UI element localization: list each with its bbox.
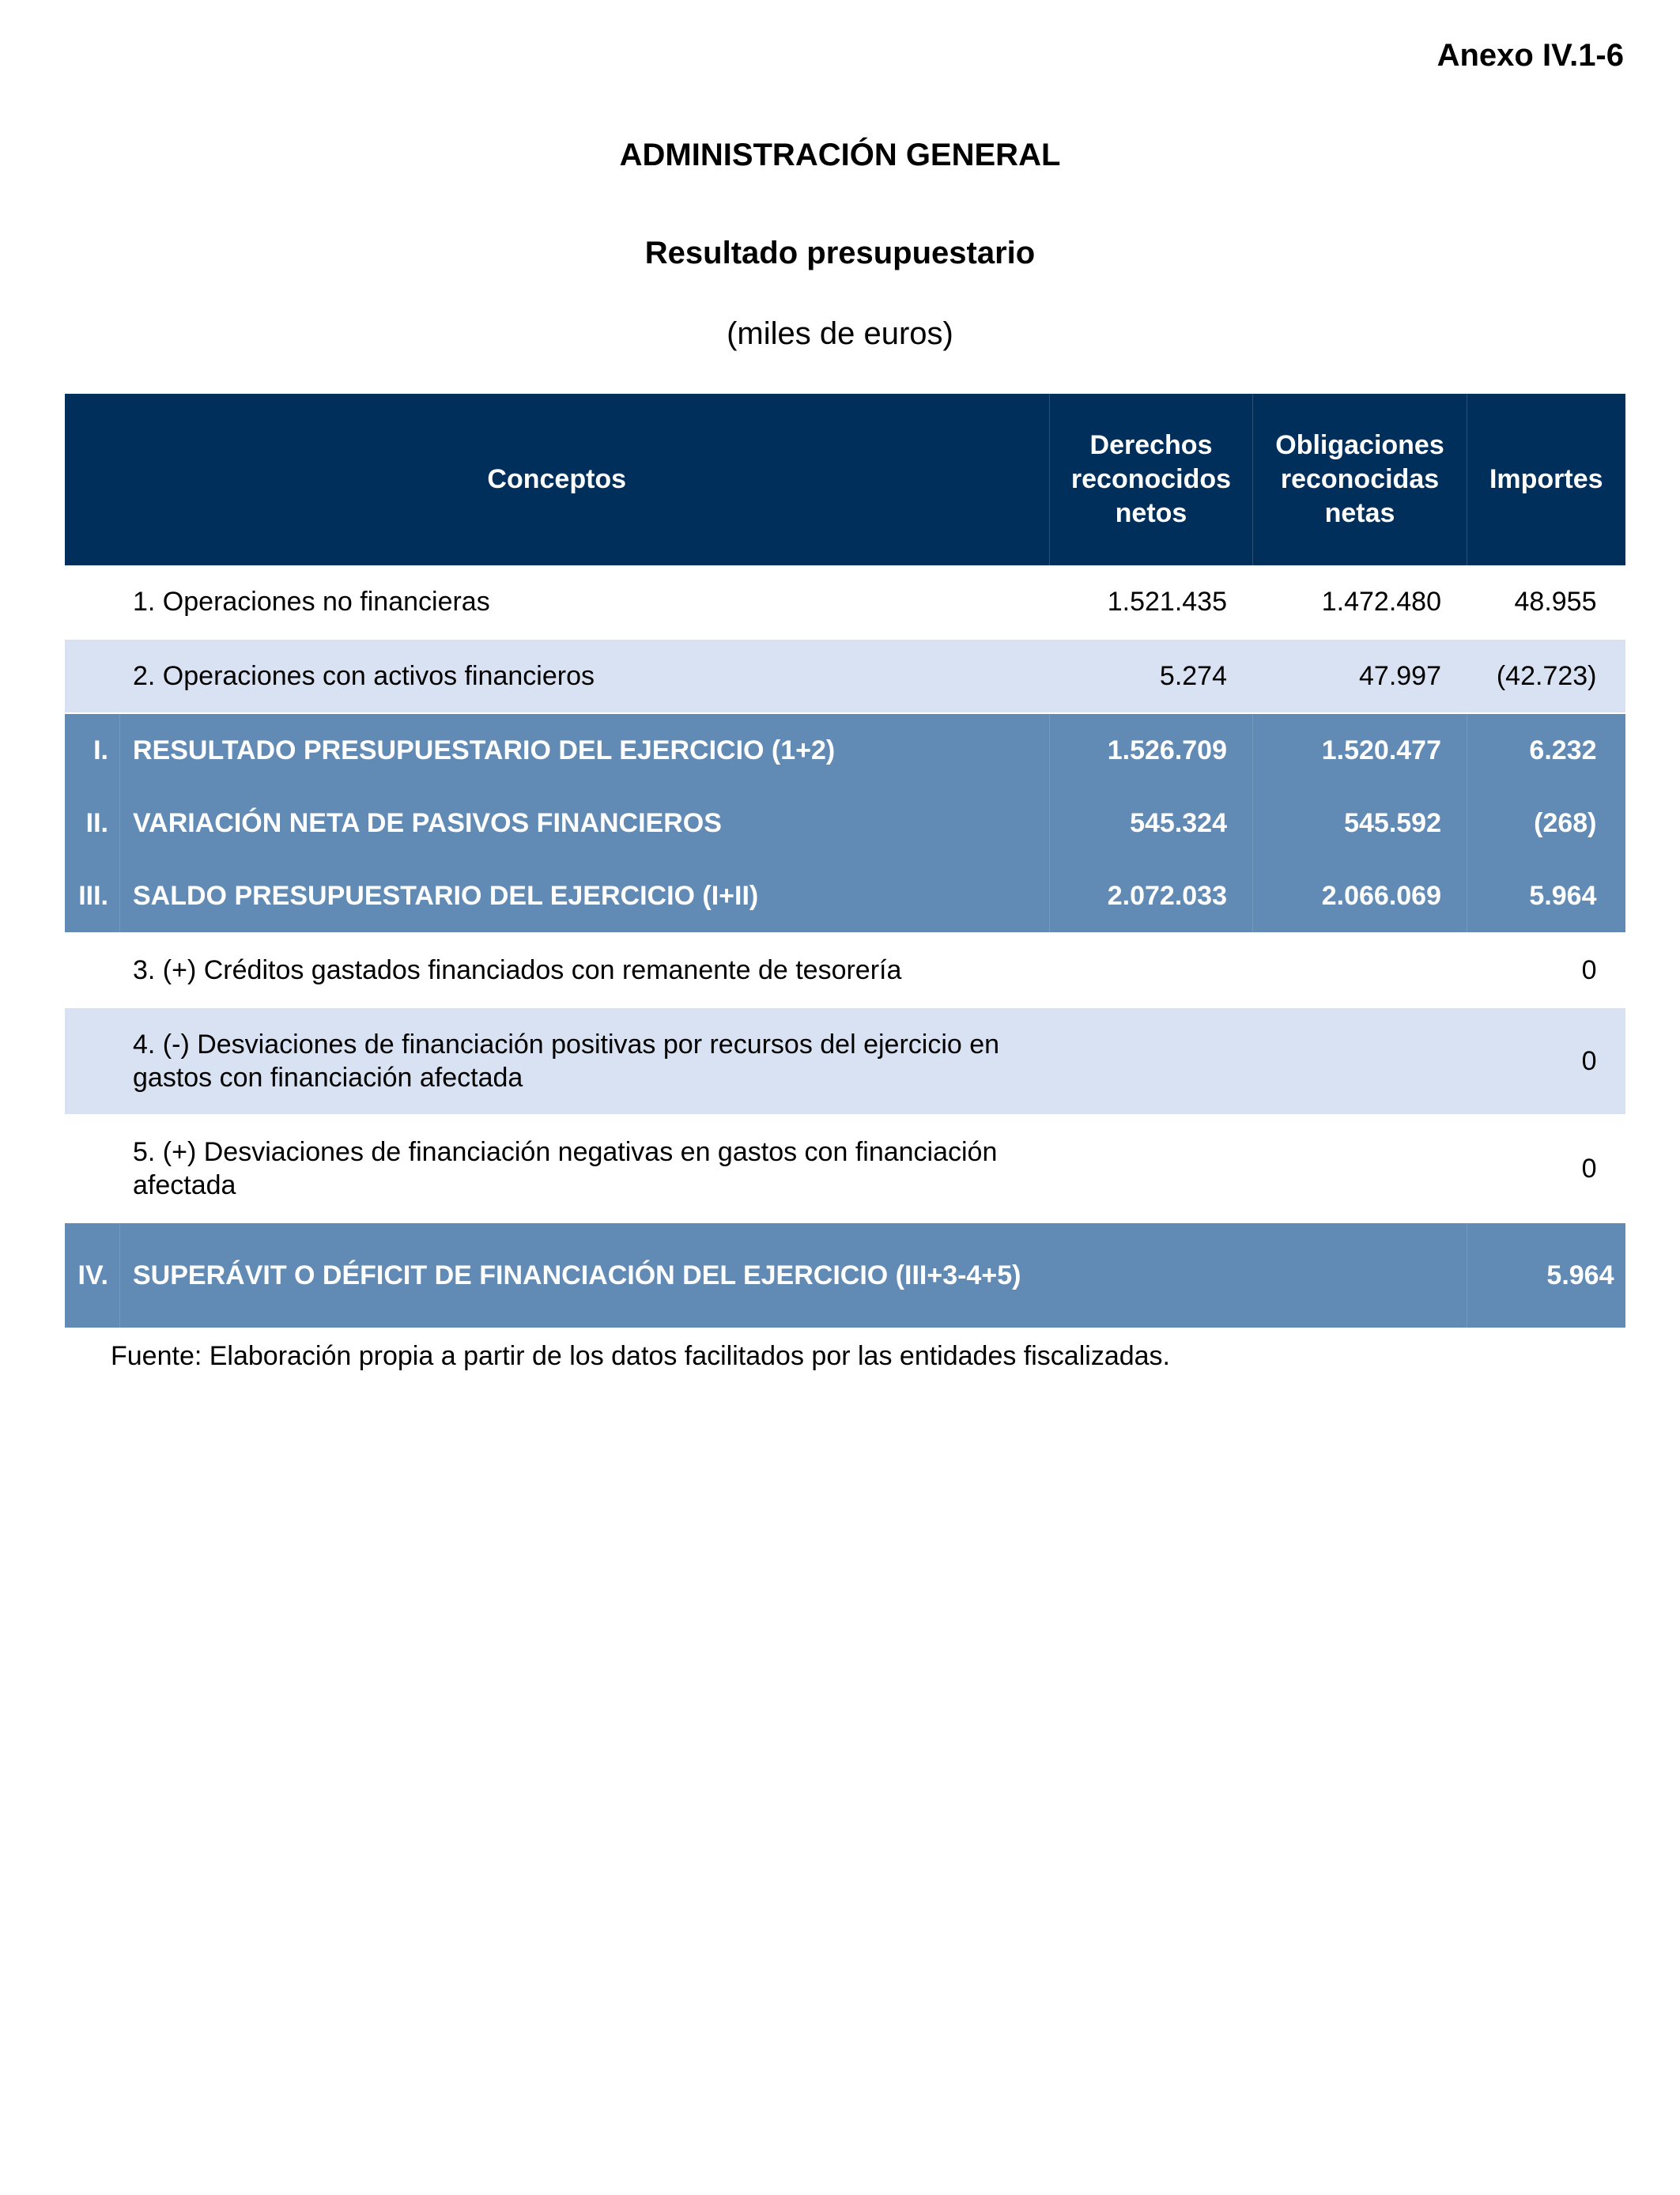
annex-label: Anexo IV.1-6 bbox=[1436, 38, 1624, 73]
row-importes: 48.955 bbox=[1467, 565, 1625, 639]
row-derechos bbox=[1050, 1115, 1253, 1222]
row-number bbox=[65, 933, 120, 1007]
total-row bbox=[65, 787, 1625, 859]
row-concept: SUPERÁVIT O DÉFICIT DE FINANCIACIÓN DEL EJERCICIO (III+3-4+5) bbox=[120, 1222, 1467, 1328]
table-header-row bbox=[65, 394, 1625, 565]
table-row bbox=[65, 1007, 1625, 1115]
row-number: II. bbox=[65, 787, 120, 859]
header-importes: Importes bbox=[1467, 394, 1625, 565]
row-importes: 0 bbox=[1467, 933, 1625, 1007]
row-obligaciones: 47.997 bbox=[1253, 639, 1467, 713]
table-row bbox=[65, 639, 1625, 713]
row-obligaciones bbox=[1253, 933, 1467, 1007]
total-row bbox=[65, 859, 1625, 933]
row-obligaciones: 1.520.477 bbox=[1253, 713, 1467, 787]
row-number bbox=[65, 1115, 120, 1222]
row-number bbox=[65, 565, 120, 639]
row-concept: SALDO PRESUPUESTARIO DEL EJERCICIO (I+II) bbox=[120, 859, 1050, 933]
header-derechos: Derechos reconocidos netos bbox=[1050, 394, 1253, 565]
row-number bbox=[65, 639, 120, 713]
row-importes: 0 bbox=[1467, 1115, 1625, 1222]
row-number: I. bbox=[65, 713, 120, 787]
row-derechos: 5.274 bbox=[1050, 639, 1253, 713]
row-concept: 1. Operaciones no financieras bbox=[120, 565, 1050, 639]
row-importes: 6.232 bbox=[1467, 713, 1625, 787]
table-row bbox=[65, 933, 1625, 1007]
row-concept: RESULTADO PRESUPUESTARIO DEL EJERCICIO (1+2) bbox=[120, 713, 1050, 787]
row-importes: (42.723) bbox=[1467, 639, 1625, 713]
row-derechos: 2.072.033 bbox=[1050, 859, 1253, 933]
row-number: III. bbox=[65, 859, 120, 933]
header-obligaciones: Obligaciones reconocidas netas bbox=[1253, 394, 1467, 565]
header-concepts: Conceptos bbox=[65, 394, 1050, 565]
row-derechos: 1.526.709 bbox=[1050, 713, 1253, 787]
table-row bbox=[65, 1115, 1625, 1222]
row-concept: 3. (+) Créditos gastados financiados con remanente de tesorería bbox=[120, 933, 1050, 1007]
row-derechos: 1.521.435 bbox=[1050, 565, 1253, 639]
table-title: Resultado presupuestario bbox=[644, 236, 1036, 270]
row-derechos: 545.324 bbox=[1050, 787, 1253, 859]
total-row bbox=[65, 713, 1625, 787]
source-footnote: Fuente: Elaboración propia a partir de los datos facilitados por las entidades fiscalizadas. bbox=[111, 1341, 1170, 1371]
row-derechos bbox=[1050, 933, 1253, 1007]
row-concept: VARIACIÓN NETA DE PASIVOS FINANCIEROS bbox=[120, 787, 1050, 859]
budget-result-table bbox=[64, 394, 1625, 1328]
row-importes: 0 bbox=[1467, 1007, 1625, 1115]
row-number bbox=[65, 1007, 120, 1115]
row-obligaciones bbox=[1253, 1115, 1467, 1222]
row-importes: (268) bbox=[1467, 787, 1625, 859]
row-derechos bbox=[1050, 1007, 1253, 1115]
row-obligaciones: 1.472.480 bbox=[1253, 565, 1467, 639]
document-title: ADMINISTRACIÓN GENERAL bbox=[619, 138, 1061, 172]
row-obligaciones: 2.066.069 bbox=[1253, 859, 1467, 933]
row-obligaciones: 545.592 bbox=[1253, 787, 1467, 859]
row-concept: 2. Operaciones con activos financieros bbox=[120, 639, 1050, 713]
table-row bbox=[65, 565, 1625, 639]
final-total-row bbox=[65, 1222, 1625, 1328]
row-concept: 5. (+) Desviaciones de financiación negativas en gastos con financiación afectada bbox=[120, 1115, 1050, 1222]
row-importes: 5.964 bbox=[1467, 1222, 1625, 1328]
units-label: (miles de euros) bbox=[727, 316, 953, 351]
row-obligaciones bbox=[1253, 1007, 1467, 1115]
row-number: IV. bbox=[65, 1222, 120, 1328]
row-importes: 5.964 bbox=[1467, 859, 1625, 933]
row-concept: 4. (-) Desviaciones de financiación positivas por recursos del ejercicio en gastos con financiación afectada bbox=[120, 1007, 1050, 1115]
